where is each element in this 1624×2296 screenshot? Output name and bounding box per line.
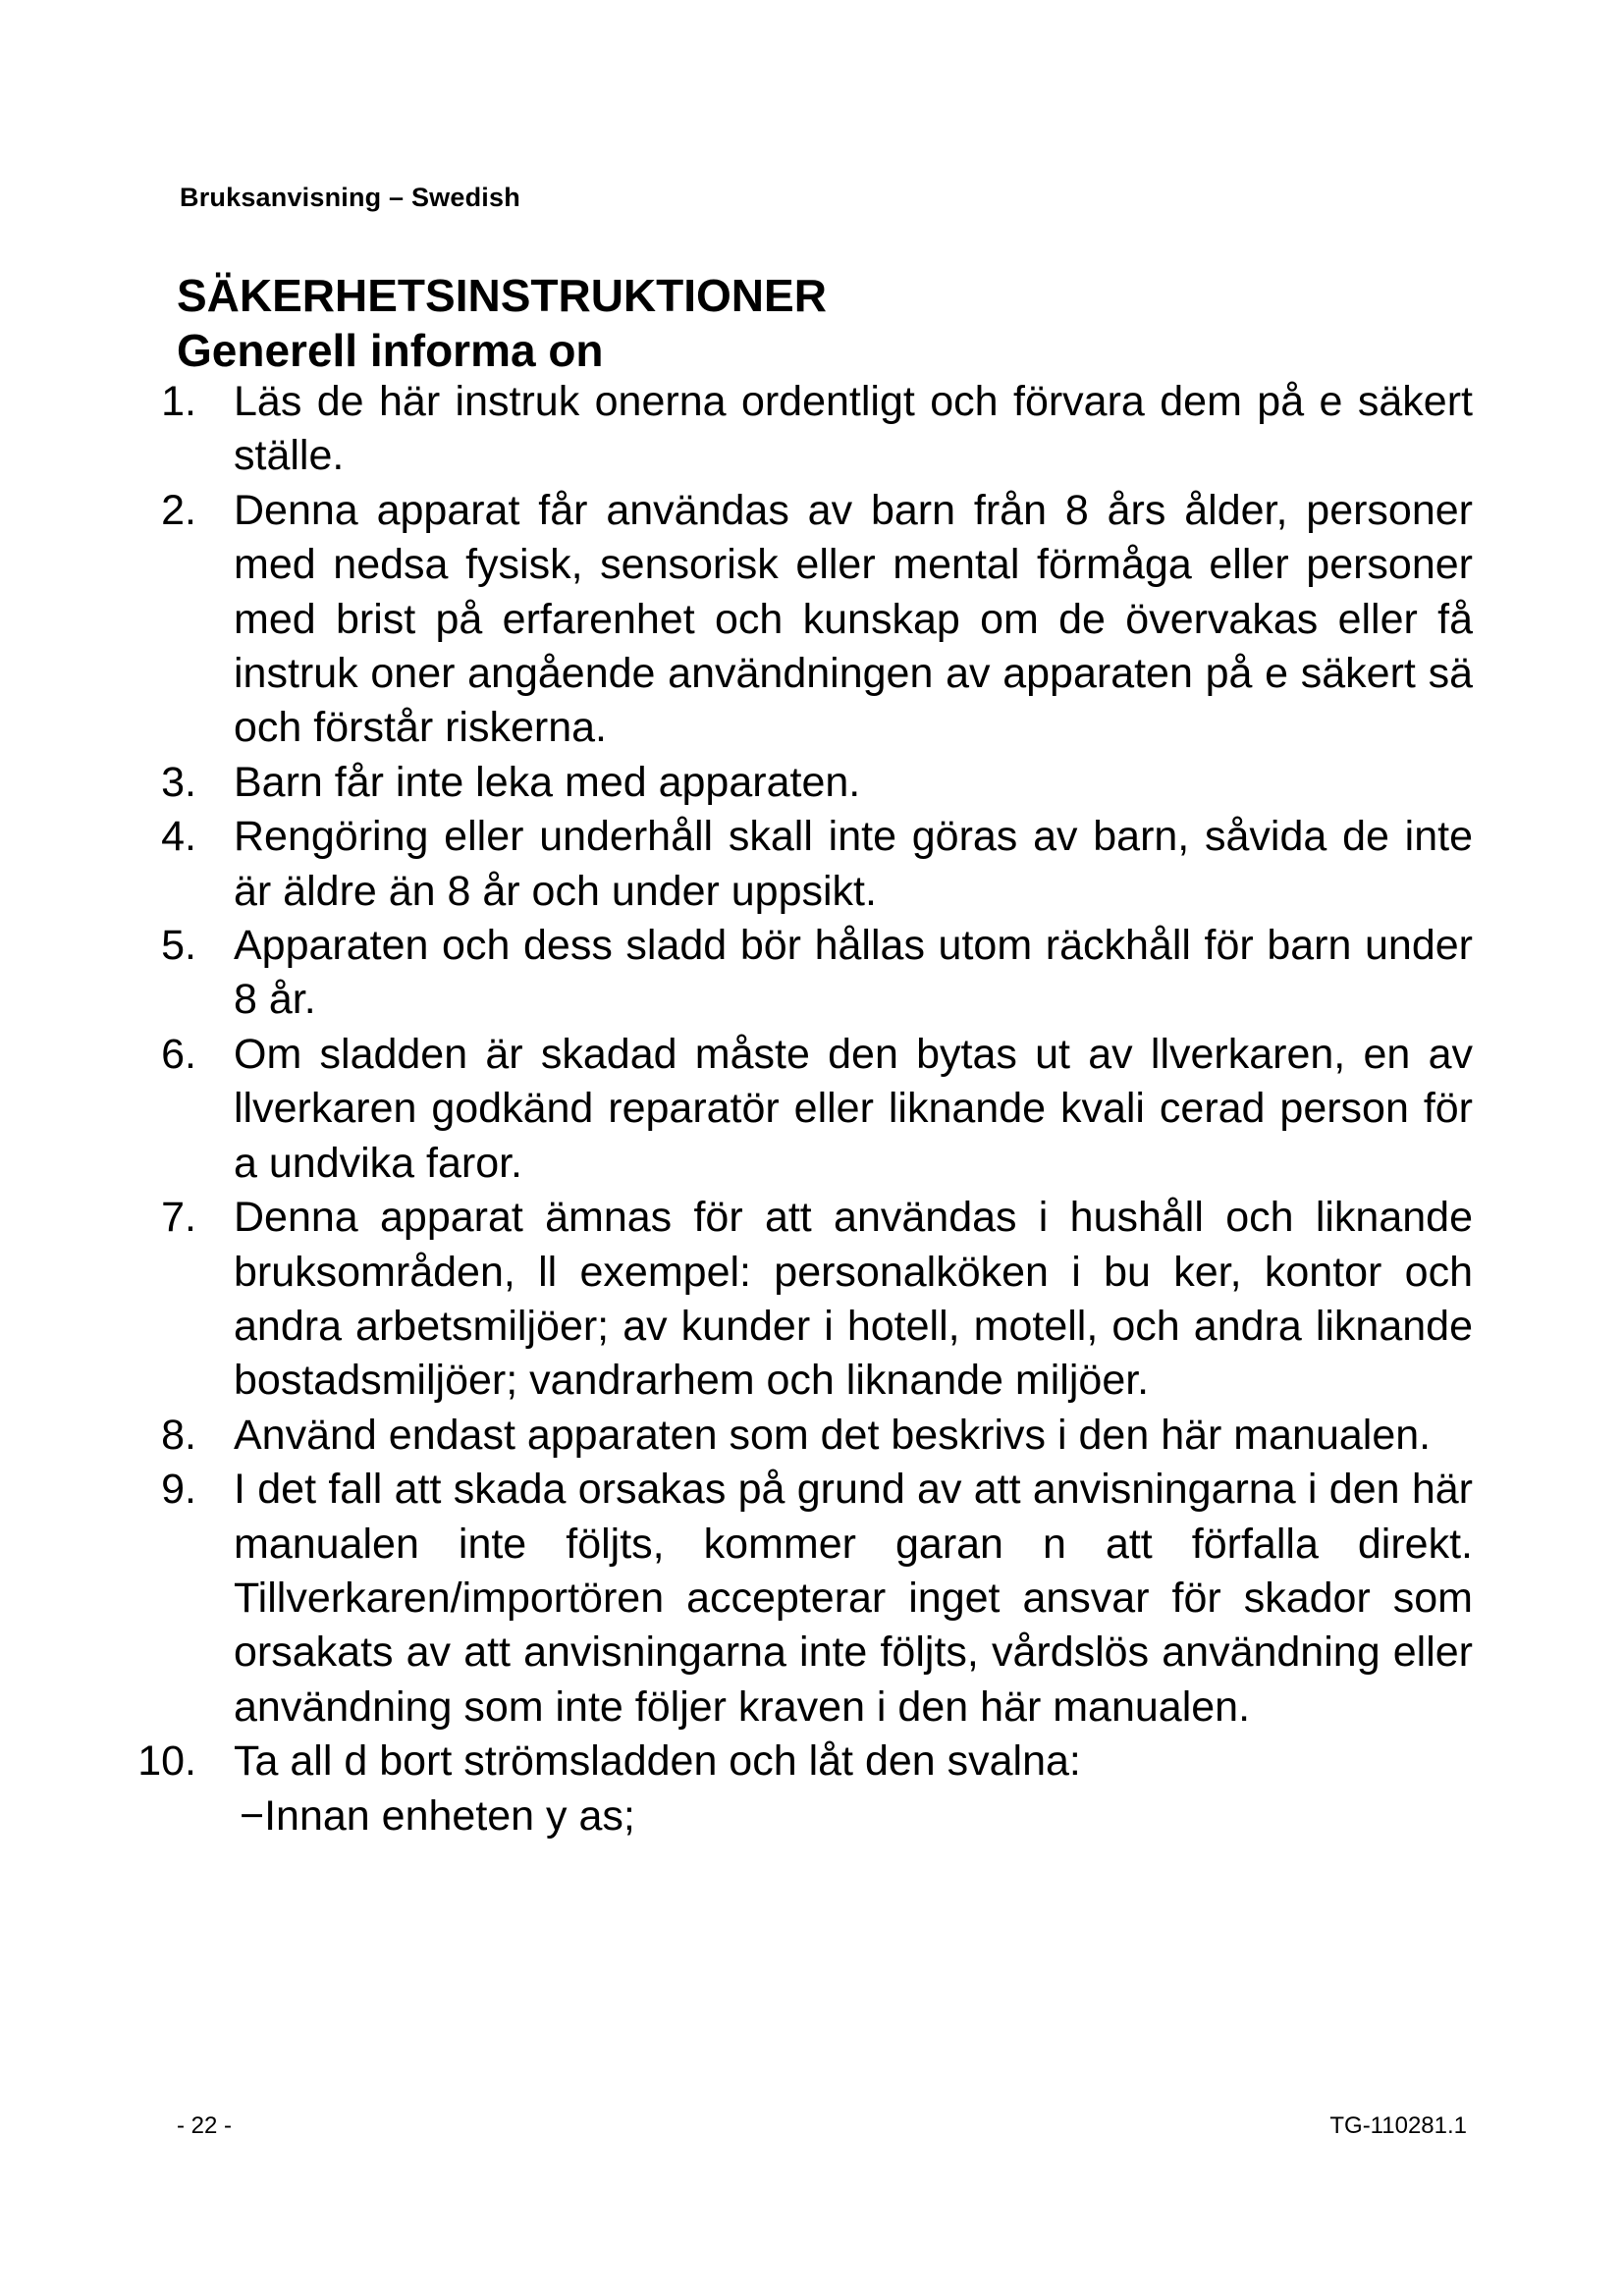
item-text: Rengöring eller underhåll skall inte göras av barn, såvida de inte är äldre än 8 år och under uppsikt. <box>234 813 1473 915</box>
section-subtitle: Generell informa on <box>177 325 604 376</box>
list-item <box>0 1735 1624 1843</box>
list-item <box>0 1028 1624 1191</box>
list-item <box>0 756 1624 810</box>
page-number: - 22 - <box>177 2112 233 2139</box>
item-subpoint: −Innan enheten y as; <box>240 1791 635 1840</box>
list-item <box>0 810 1624 919</box>
safety-instructions-list <box>0 375 1624 1843</box>
item-number: 9. <box>161 1466 196 1514</box>
list-item <box>0 1463 1624 1735</box>
item-number: 1. <box>161 378 196 425</box>
item-text: Om sladden är skadad måste den bytas ut av llverkaren, en av llverkaren godkänd reparatör eller liknande kvali cerad person för a undvika faror. <box>234 1030 1473 1187</box>
list-item <box>0 484 1624 756</box>
list-item <box>0 919 1624 1028</box>
document-code: TG-110281.1 <box>1329 2112 1467 2139</box>
item-number: 2. <box>161 486 196 534</box>
item-number: 6. <box>161 1030 196 1078</box>
item-text: Läs de här instruk onerna ordentligt och förvara dem på e säkert ställe. <box>234 378 1473 480</box>
header-label: Bruksanvisning – Swedish <box>180 183 520 212</box>
list-item <box>0 1409 1624 1463</box>
item-text: I det fall att skada orsakas på grund av att anvisningarna i den här manualen inte följts, kommer garan n att förfalla direkt. Tillverkaren/importören accepterar inget ansvar för skador som orsakats av att anvisningarna inte följts, vårdslös användning eller användning som inte följer kraven i den här manualen. <box>234 1466 1473 1731</box>
item-number: 3. <box>161 758 196 806</box>
item-number: 7. <box>161 1194 196 1242</box>
item-number: 4. <box>161 813 196 861</box>
item-number: 10. <box>137 1737 196 1786</box>
item-text: Ta all d bort strömsladden och låt den svalna: <box>234 1737 1081 1786</box>
item-number: 8. <box>161 1411 196 1459</box>
item-text: Barn får inte leka med apparaten. <box>234 758 861 806</box>
page-title: SÄKERHETSINSTRUKTIONER <box>177 270 827 321</box>
item-text: Apparaten och dess sladd bör hållas utom räckhåll för barn under 8 år. <box>234 922 1473 1024</box>
item-text: Denna apparat ämnas för att användas i hushåll och liknande bruksområden, ll exempel: personalköken i bu ker, kontor och andra arbetsmiljöer; av kunder i hotell, motell, och andra liknande bostadsmiljöer; vandrarhem och liknande miljöer. <box>234 1194 1473 1405</box>
item-text: Använd endast apparaten som det beskrivs i den här manualen. <box>234 1411 1432 1459</box>
item-number: 5. <box>161 922 196 970</box>
list-item <box>0 1191 1624 1409</box>
list-item <box>0 375 1624 484</box>
item-text: Denna apparat får användas av barn från 8 års ålder, personer med nedsa fysisk, sensorisk eller mental förmåga eller personer med brist på erfarenhet och kunskap om de övervakas eller få instruk oner angående användningen av apparaten på e säkert sä och förstår riskerna. <box>234 486 1473 752</box>
